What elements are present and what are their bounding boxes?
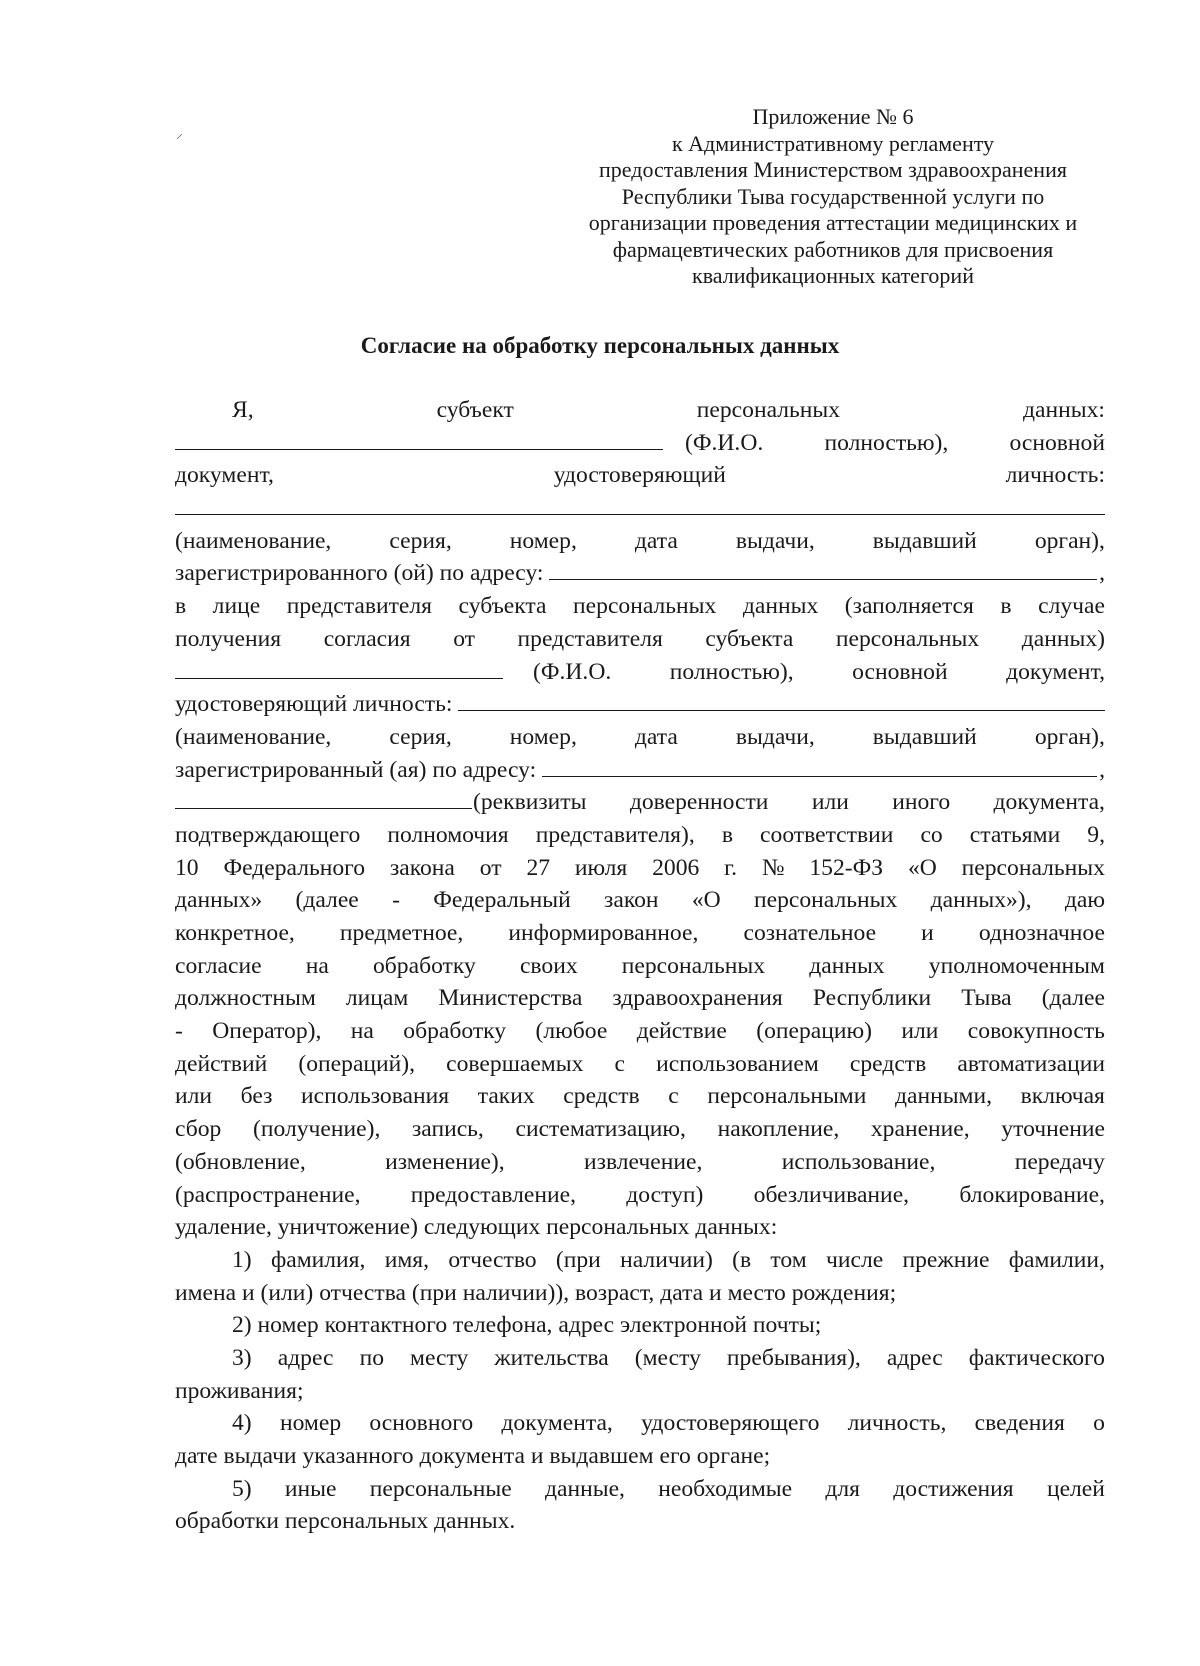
word: доступ) [626, 1181, 704, 1208]
word: «О [691, 887, 721, 914]
word: - [175, 1018, 183, 1045]
consent-body [175, 394, 1105, 1538]
line-l6 [175, 557, 1105, 590]
word: орган), [1034, 527, 1105, 554]
word: средств [563, 1083, 640, 1110]
word: в [1000, 593, 1012, 620]
line-l25 [175, 1179, 1105, 1212]
l31-text: проживания; [175, 1377, 304, 1404]
word: полномочия [387, 821, 509, 848]
annex-line: квалификационных категорий [692, 263, 974, 288]
word: субъекта [458, 593, 547, 620]
word: 10 [175, 854, 199, 881]
word: Тыва [961, 985, 1012, 1012]
annex-line: Приложение № 6 [752, 104, 914, 129]
word: (Ф.И.О. [685, 429, 764, 456]
word: Оператор), [212, 1018, 322, 1045]
line-l16 [175, 884, 1105, 917]
word: изменение), [385, 1148, 505, 1175]
word: сознательное [743, 920, 877, 946]
word: «О [907, 854, 937, 881]
word: (обновление, [175, 1148, 306, 1175]
l35-text: обработки персональных данных. [175, 1508, 516, 1535]
address-blank[interactable] [549, 557, 1097, 580]
word: прежние [902, 1246, 990, 1273]
line-l19 [175, 982, 1105, 1015]
word: накопление, [717, 1116, 840, 1143]
word: получения [175, 625, 282, 652]
line-l29 [175, 1309, 1105, 1342]
line-l8 [175, 623, 1105, 656]
line-l10 [175, 688, 1105, 721]
annex-line: Республики Тыва государственной услуги по [621, 183, 1045, 209]
word: выдачи, [735, 723, 815, 750]
word: (Ф.И.О. [533, 658, 612, 685]
word: данных [809, 952, 885, 979]
line-l24 [175, 1146, 1105, 1179]
word: основной [852, 658, 948, 685]
word: в [175, 593, 187, 620]
line-l22 [175, 1080, 1105, 1113]
word: таких [477, 1083, 535, 1110]
word: Федеральный [433, 887, 571, 914]
word: должностным [175, 985, 316, 1012]
word: целей [1046, 1475, 1105, 1502]
word: сведения [974, 1410, 1065, 1437]
word: или [811, 789, 849, 816]
word: выдавший [872, 527, 977, 554]
word: номер, [509, 527, 577, 554]
line-l9 [175, 656, 1105, 689]
word: персональные [369, 1475, 512, 1502]
word: числе [825, 1246, 884, 1273]
word: или [175, 1083, 213, 1110]
word: действие [636, 1018, 727, 1045]
line-l34 [175, 1473, 1105, 1506]
word: персональных [754, 887, 898, 914]
word: с [614, 1050, 625, 1077]
word: данных) [1021, 625, 1105, 652]
line-l33 [175, 1440, 1105, 1473]
word: совокупность [967, 1018, 1105, 1045]
l29-text: 2) номер контактного телефона, адрес электронной почты; [232, 1312, 822, 1339]
word: о [1093, 1410, 1105, 1437]
word: № [761, 854, 785, 881]
word: предметное, [339, 920, 464, 946]
word: дата [634, 723, 678, 750]
word: 1) [232, 1246, 252, 1273]
line-l18 [175, 950, 1105, 983]
word: своих [519, 952, 578, 979]
word: конкретное, [175, 920, 295, 946]
word: месту [410, 1344, 469, 1371]
scan-speck: ⸝ [176, 127, 183, 142]
word: включая [1020, 1083, 1105, 1110]
word: иные [284, 1475, 337, 1502]
word: (далее [1041, 985, 1105, 1012]
word: блокирование, [959, 1181, 1105, 1208]
word: дата [634, 527, 678, 554]
word: по [359, 1344, 384, 1371]
word: доверенности [629, 789, 769, 816]
document-title: Согласие на обработку персональных данных [360, 333, 840, 358]
word: от [479, 854, 502, 881]
word: адрес [277, 1344, 334, 1371]
word: достижения [893, 1475, 1014, 1502]
l6-text: зарегистрированного (ой) по адресу: [175, 560, 544, 587]
line-l3 [175, 459, 1105, 492]
word: (распространение, [175, 1181, 361, 1208]
word: персональных [696, 397, 841, 423]
word: документа, [993, 789, 1105, 816]
word: (при [555, 1246, 601, 1273]
word: субъект [436, 397, 514, 423]
word: персональных [621, 952, 766, 979]
l10-text: удостоверяющий личность: [175, 691, 453, 718]
word: данных: [1023, 397, 1105, 423]
word: (далее [295, 887, 359, 914]
word: для [825, 1475, 861, 1502]
word: выдавший [872, 723, 977, 750]
word: июля [574, 854, 628, 881]
line-l32 [175, 1407, 1105, 1440]
word: в [721, 821, 733, 848]
word: представителя [517, 625, 663, 652]
word: автоматизации [957, 1050, 1105, 1077]
word: обработку [373, 952, 476, 979]
word: 3) [232, 1344, 252, 1371]
word: полностью), [824, 429, 949, 456]
line-l14 [175, 819, 1105, 852]
word: действий [175, 1050, 268, 1077]
annex-line: организации проведения аттестации медицинских и [588, 210, 1078, 235]
word: данными, [894, 1083, 993, 1110]
word: фактического [968, 1344, 1105, 1371]
word: документ, [1006, 658, 1105, 685]
word: (операций), [298, 1050, 416, 1077]
line-l31 [175, 1375, 1105, 1408]
word: документ, [175, 462, 274, 489]
word: удостоверяющий [553, 462, 726, 489]
word: (реквизиты [473, 789, 587, 816]
rep-fio-blank[interactable] [175, 656, 503, 679]
word: данных»), [930, 887, 1032, 914]
word: документа, [501, 1410, 613, 1437]
word: 4) [232, 1410, 252, 1437]
comma: , [1099, 560, 1105, 587]
word: имя, [384, 1246, 430, 1273]
line-l2 [175, 427, 1105, 460]
word: извлечение, [584, 1148, 703, 1175]
word: г. [724, 854, 738, 881]
word: серия, [389, 723, 452, 750]
word: закона [389, 854, 455, 881]
word: персональных [961, 854, 1105, 881]
word: пребывания), [726, 1344, 861, 1371]
l12-text: зарегистрированный (ая) по адресу: [175, 756, 537, 783]
word: представителя), [535, 821, 695, 848]
l26-text: удаление, уничтожение) следующих персональных данных: [175, 1214, 778, 1241]
word: личность, [847, 1410, 947, 1437]
word: обработку [403, 1018, 507, 1045]
annex-line: к Административному регламенту [671, 130, 995, 156]
word: подтверждающего [175, 821, 361, 848]
comma: , [1099, 756, 1105, 783]
word: - [392, 887, 400, 914]
annex-header [548, 104, 1118, 290]
word: совершаемых [446, 1050, 584, 1077]
line-l30 [175, 1342, 1105, 1375]
word: использования [301, 1083, 450, 1110]
word: лице [212, 593, 261, 620]
word: лицам [345, 985, 409, 1012]
word: том [770, 1246, 807, 1273]
word: адрес [886, 1344, 943, 1371]
word: основного [369, 1410, 474, 1437]
rep-address-blank[interactable] [542, 754, 1097, 777]
word: передачу [1014, 1148, 1105, 1175]
line-l21 [175, 1048, 1105, 1081]
word: удостоверяющего [641, 1410, 820, 1437]
word: (месту [634, 1344, 701, 1371]
word: Федерального [223, 854, 366, 881]
word: фамилия, [270, 1246, 366, 1273]
word: согласие [175, 952, 262, 979]
line-l13 [175, 786, 1105, 819]
line-l27 [175, 1244, 1105, 1277]
word: основной [1009, 429, 1105, 456]
word: хранение, [870, 1116, 970, 1143]
word: 9, [1087, 821, 1105, 848]
word: (операцию) [756, 1018, 872, 1045]
word: иного [892, 789, 951, 816]
word: персональных [835, 625, 980, 652]
word: необходимые [658, 1475, 793, 1502]
l28-text: имена и (или) отчества (при наличии)), возраст, дата и место рождения; [175, 1279, 897, 1306]
word: фамилии, [1008, 1246, 1105, 1273]
fio-blank[interactable] [175, 427, 663, 450]
word: средств [849, 1050, 927, 1077]
line-l28 [175, 1277, 1105, 1310]
word: и [921, 920, 934, 946]
word: 27 [526, 854, 551, 881]
line-l15 [175, 852, 1105, 885]
word: 2006 [652, 854, 700, 881]
line-l1 [175, 394, 1105, 427]
word: наличии) [620, 1246, 713, 1273]
word: 152-ФЗ [809, 854, 884, 881]
line-l12 [175, 754, 1105, 787]
word: жительства [494, 1344, 609, 1371]
word: обезличивание, [753, 1181, 910, 1208]
line-l35 [175, 1505, 1105, 1538]
word: или [901, 1018, 939, 1045]
word: 5) [232, 1475, 252, 1502]
line-l23 [175, 1113, 1105, 1146]
word: (наименование, [175, 527, 332, 554]
word: случае [1038, 593, 1105, 620]
word: со [920, 821, 943, 848]
annex-line: предоставления Министерством здравоохранения [599, 157, 1067, 182]
word: персональными [707, 1083, 867, 1110]
word: без [240, 1083, 273, 1110]
word: на [350, 1018, 374, 1045]
line-l11 [175, 721, 1105, 754]
word: (в [732, 1246, 752, 1273]
word: Я, [232, 397, 254, 423]
word: информированное, [508, 920, 699, 946]
power-of-attorney-blank[interactable] [175, 786, 472, 809]
word: статьями [969, 821, 1061, 848]
word: сбор [175, 1116, 222, 1143]
word: (наименование, [175, 723, 332, 750]
word: использование, [781, 1148, 936, 1175]
word: закон [604, 887, 659, 914]
word: орган), [1034, 723, 1105, 750]
word: данных [742, 593, 819, 620]
word: (получение), [252, 1116, 381, 1143]
line-l4 [175, 492, 1105, 525]
word: субъекта [705, 625, 794, 652]
word: (заполняется [844, 593, 974, 620]
word: личность: [1005, 462, 1105, 489]
line-l5 [175, 525, 1105, 558]
word: Республики [812, 985, 932, 1012]
document-blank[interactable] [175, 492, 1105, 515]
word: персональных [573, 593, 717, 620]
l13-words [473, 786, 1105, 819]
word: здравоохранения [612, 985, 783, 1012]
word: предоставление, [410, 1181, 576, 1208]
word: номер, [509, 723, 577, 750]
line-l17 [175, 917, 1105, 950]
l9-words [533, 656, 1105, 689]
word: с [668, 1083, 679, 1110]
word: (любое [535, 1018, 608, 1045]
line-l20 [175, 1015, 1105, 1048]
word: серия, [389, 527, 452, 554]
word: полностью), [669, 658, 794, 685]
word: уточнение [1001, 1116, 1105, 1143]
word: однозначное [978, 920, 1105, 946]
rep-document-blank[interactable] [458, 688, 1105, 711]
word: отчество [448, 1246, 537, 1273]
word: данные, [545, 1475, 625, 1502]
word: Министерства [438, 985, 583, 1012]
word: уполномоченным [928, 952, 1105, 979]
word: выдачи, [735, 527, 815, 554]
word: запись, [411, 1116, 484, 1143]
word: данных» [175, 887, 263, 914]
l2-words [685, 427, 1105, 460]
word: представителя [286, 593, 433, 620]
word: номер [279, 1410, 342, 1437]
annex-line: фармацевтических работников для присвоения [612, 236, 1054, 262]
line-l7 [175, 590, 1105, 623]
word: систематизацию, [515, 1116, 686, 1143]
word: на [305, 952, 329, 979]
word: соответствии [760, 821, 894, 848]
word: согласия [323, 625, 411, 652]
word: от [453, 625, 475, 652]
line-l26 [175, 1211, 1105, 1244]
l33-text: дате выдачи указанного документа и выдавшем его органе; [175, 1443, 771, 1469]
word: даю [1064, 887, 1105, 914]
word: использованием [656, 1050, 819, 1077]
